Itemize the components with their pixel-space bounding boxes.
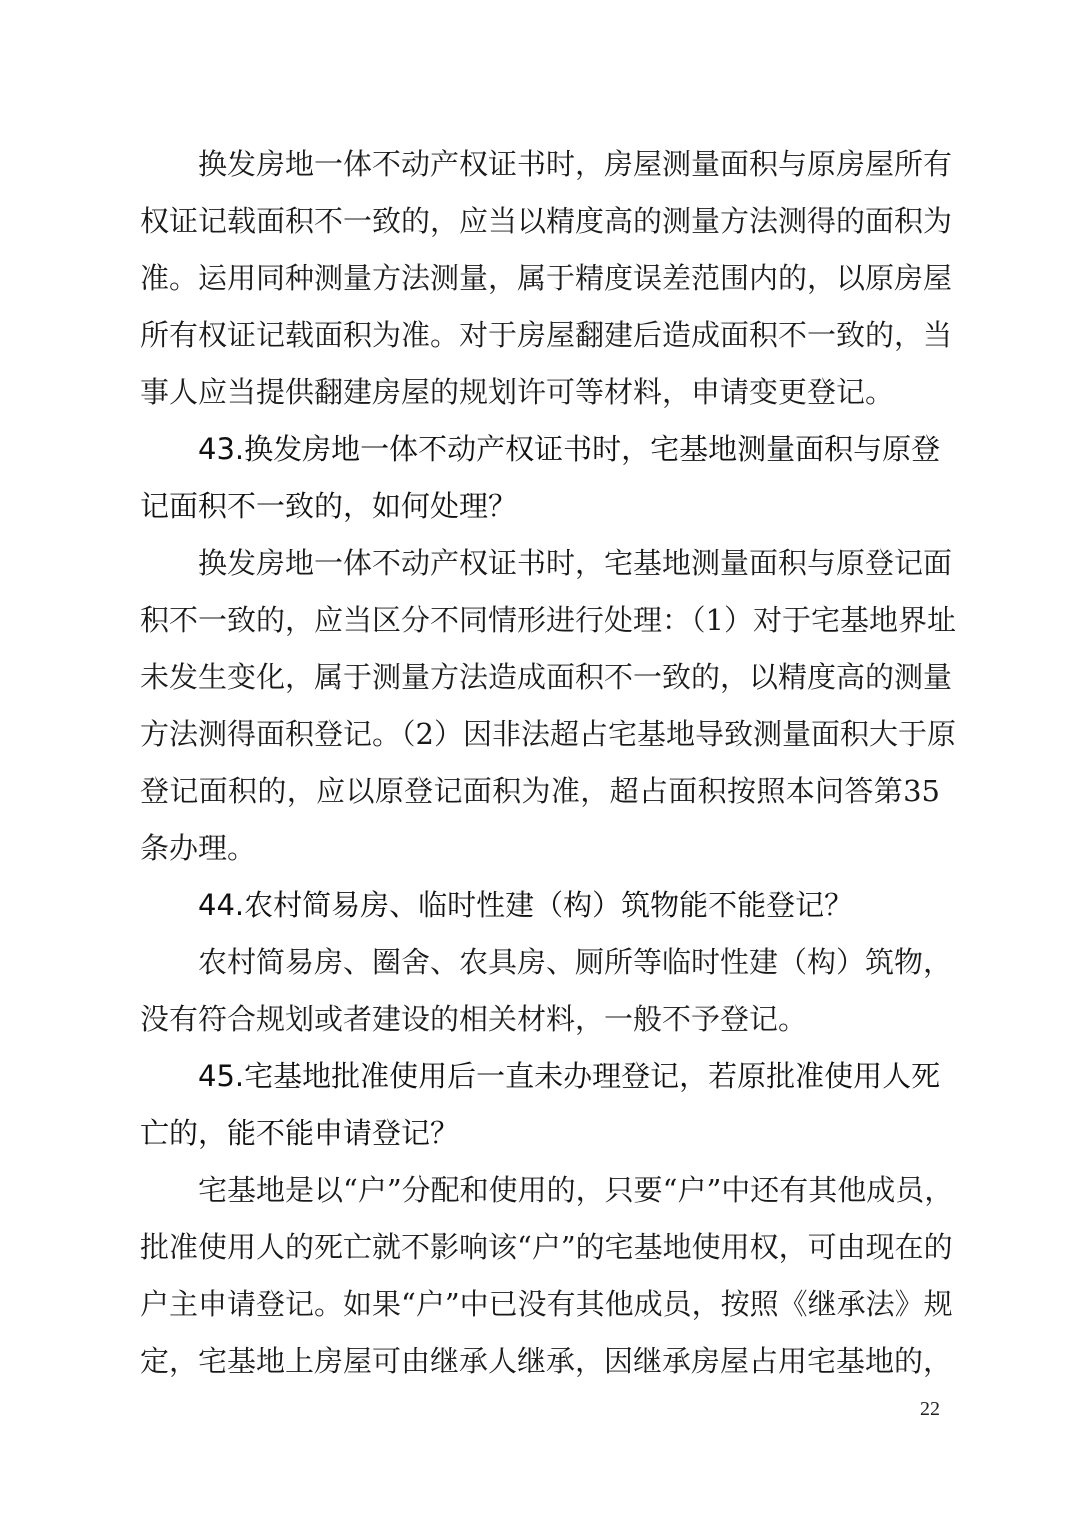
paragraph-line: 积不一致的，应当区分不同情形进行处理：（1）对于宅基地界址: [140, 603, 956, 637]
paragraph-line: 没有符合规划或者建设的相关材料，一般不予登记。: [140, 1002, 808, 1036]
paragraph-line: 所有权证记载面积为准。对于房屋翻建后造成面积不一致的，当: [140, 318, 953, 352]
paragraph-line: 户主申请登记。如果“户”中已没有其他成员，按照《继承法》规: [140, 1287, 953, 1321]
paragraph-line: 方法测得面积登记。（2）因非法超占宅基地导致测量面积大于原: [140, 717, 956, 751]
page-number: 22: [920, 1398, 940, 1420]
paragraph-line: 定，宅基地上房屋可由继承人继承，因继承房屋占用宅基地的，: [140, 1344, 953, 1378]
paragraph-line: 换发房地一体不动产权证书时，宅基地测量面积与原登记面: [198, 546, 953, 580]
paragraph-line: 登记面积的，应以原登记面积为准，超占面积按照本问答第35: [140, 774, 940, 808]
paragraph-line: 条办理。: [140, 831, 257, 865]
question-heading-45: 45.宅基地批准使用后一直未办理登记，若原批准使用人死: [198, 1059, 941, 1093]
paragraph-line: 换发房地一体不动产权证书时，房屋测量面积与原房屋所有: [198, 147, 953, 181]
question-heading-43-cont: 记面积不一致的，如何处理？: [140, 489, 518, 523]
paragraph-line: 权证记载面积不一致的，应当以精度高的测量方法测得的面积为: [140, 204, 953, 238]
paragraph-line: 宅基地是以“户”分配和使用的，只要“户”中还有其他成员，: [198, 1173, 954, 1207]
question-heading-45-cont: 亡的，能不能申请登记？: [140, 1116, 460, 1150]
question-heading-44: 44.农村简易房、临时性建（构）筑物能不能登记？: [198, 888, 854, 922]
paragraph-line: 批准使用人的死亡就不影响该“户”的宅基地使用权，可由现在的: [140, 1230, 953, 1264]
paragraph-line: 农村简易房、圈舍、农具房、厕所等临时性建（构）筑物，: [198, 945, 953, 979]
paragraph-line: 准。运用同种测量方法测量，属于精度误差范围内的，以原房屋: [140, 261, 953, 295]
question-heading-43: 43.换发房地一体不动产权证书时，宅基地测量面积与原登: [198, 432, 941, 466]
paragraph-line: 未发生变化，属于测量方法造成面积不一致的，以精度高的测量: [140, 660, 953, 694]
paragraph-line: 事人应当提供翻建房屋的规划许可等材料，申请变更登记。: [140, 375, 895, 409]
